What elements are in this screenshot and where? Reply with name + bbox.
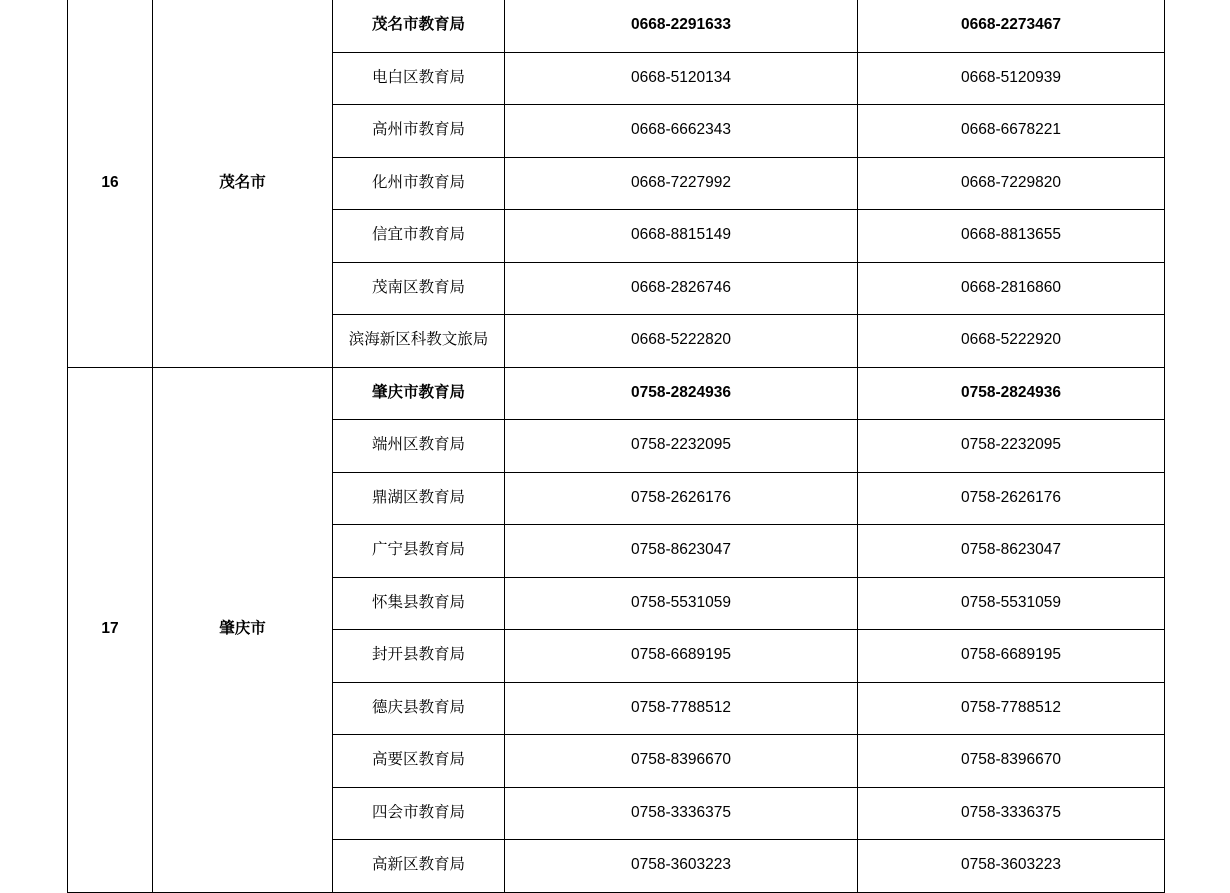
phone-secondary: 0758-2626176	[858, 472, 1165, 525]
department-name: 四会市教育局	[333, 787, 505, 840]
phone-secondary: 0758-3336375	[858, 787, 1165, 840]
department-name: 广宁县教育局	[333, 525, 505, 578]
department-name: 封开县教育局	[333, 630, 505, 683]
phone-primary: 0758-2232095	[505, 420, 858, 473]
row-index: 16	[68, 0, 153, 367]
phone-secondary: 0758-5531059	[858, 577, 1165, 630]
phone-primary: 0758-3603223	[505, 840, 858, 893]
phone-secondary: 0758-7788512	[858, 682, 1165, 735]
phone-secondary: 0758-8623047	[858, 525, 1165, 578]
phone-primary: 0758-7788512	[505, 682, 858, 735]
phone-primary: 0758-5531059	[505, 577, 858, 630]
phone-primary: 0758-2824936	[505, 367, 858, 420]
department-name: 滨海新区科教文旅局	[333, 315, 505, 368]
department-name: 电白区教育局	[333, 52, 505, 105]
phone-secondary: 0668-2273467	[858, 0, 1165, 52]
department-name: 肇庆市教育局	[333, 367, 505, 420]
phone-primary: 0668-7227992	[505, 157, 858, 210]
department-name: 信宜市教育局	[333, 210, 505, 263]
row-index: 17	[68, 367, 153, 892]
phone-primary: 0668-2291633	[505, 0, 858, 52]
phone-primary: 0758-6689195	[505, 630, 858, 683]
phone-secondary: 0668-8813655	[858, 210, 1165, 263]
phone-secondary: 0668-7229820	[858, 157, 1165, 210]
phone-secondary: 0668-2816860	[858, 262, 1165, 315]
department-name: 高新区教育局	[333, 840, 505, 893]
phone-primary: 0758-2626176	[505, 472, 858, 525]
phone-secondary: 0758-8396670	[858, 735, 1165, 788]
phone-secondary: 0668-6678221	[858, 105, 1165, 158]
phone-primary: 0668-8815149	[505, 210, 858, 263]
phone-primary: 0758-8623047	[505, 525, 858, 578]
phone-primary: 0758-3336375	[505, 787, 858, 840]
contact-table	[67, 0, 1165, 893]
phone-primary: 0668-5120134	[505, 52, 858, 105]
department-name: 德庆县教育局	[333, 682, 505, 735]
phone-secondary: 0758-2824936	[858, 367, 1165, 420]
phone-secondary: 0758-3603223	[858, 840, 1165, 893]
department-name: 高州市教育局	[333, 105, 505, 158]
city-name: 茂名市	[153, 0, 333, 367]
table-row	[68, 367, 1165, 420]
city-name: 肇庆市	[153, 367, 333, 892]
department-name: 鼎湖区教育局	[333, 472, 505, 525]
department-name: 端州区教育局	[333, 420, 505, 473]
phone-secondary: 0758-6689195	[858, 630, 1165, 683]
department-name: 化州市教育局	[333, 157, 505, 210]
phone-primary: 0668-5222820	[505, 315, 858, 368]
table-row	[68, 0, 1165, 52]
phone-primary: 0668-2826746	[505, 262, 858, 315]
department-name: 茂名市教育局	[333, 0, 505, 52]
phone-secondary: 0668-5120939	[858, 52, 1165, 105]
phone-secondary: 0668-5222920	[858, 315, 1165, 368]
department-name: 高要区教育局	[333, 735, 505, 788]
department-name: 茂南区教育局	[333, 262, 505, 315]
phone-primary: 0668-6662343	[505, 105, 858, 158]
phone-secondary: 0758-2232095	[858, 420, 1165, 473]
department-name: 怀集县教育局	[333, 577, 505, 630]
phone-primary: 0758-8396670	[505, 735, 858, 788]
